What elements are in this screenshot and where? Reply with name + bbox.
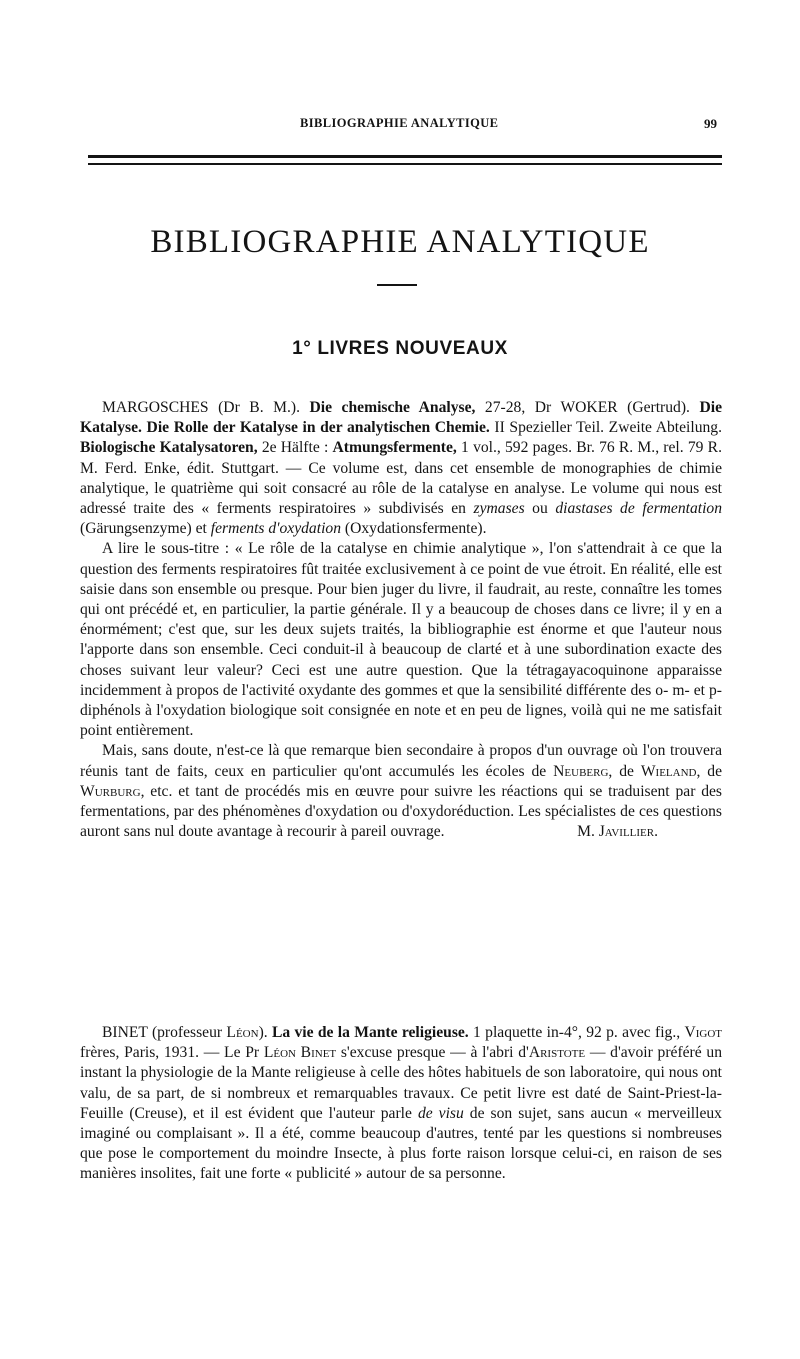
header-rule-thin bbox=[88, 163, 722, 165]
review-text: 27-28, Dr WOKER (Gertrud). bbox=[475, 399, 690, 416]
review-text: de son sujet, sans aucun « merveilleux imaginé ou complaisant ». Il a été, comme beaucoup d'autres, tenté par les questions si nombreuses que pose le comportement du moindre Insecte, à plus forte raison lorsque celui-ci, en raison de ses manières insolites, fait une forte « publicité » autour de sa personne. bbox=[80, 1104, 722, 1183]
page-number: 99 bbox=[704, 116, 717, 131]
person-name: Neuberg bbox=[553, 762, 609, 780]
review-text: 2e Hälfte : bbox=[257, 439, 329, 457]
review-margosches-woker bbox=[80, 398, 722, 843]
italic-term: diastases de fermentation bbox=[555, 500, 723, 518]
book-title: La vie de la Mante religieuse. bbox=[271, 1024, 469, 1041]
running-head: BIBLIOGRAPHIE ANALYTIQUE bbox=[300, 116, 499, 130]
review-text: , de bbox=[696, 762, 723, 780]
review-text: (Oxydationsfermente). bbox=[341, 520, 487, 538]
review-text: s'excuse presque — à l'abri d' bbox=[336, 1044, 529, 1062]
review-text: 1 vol., 592 pages. Br. 76 R. M., rel. 79 R. M. Ferd. Enke, édit. Stuttgart. — Ce volume est, dans cet ensemble de monographies de chimie analytique, le quatrième qui soit consacré au rôle de la catalyse en analyse. Le volume qui nous est adressé traite des « ferments respiratoires » subdivisés en bbox=[80, 439, 722, 518]
page-title: BIBLIOGRAPHIE ANALYTIQUE bbox=[150, 224, 650, 260]
title-underline bbox=[377, 284, 417, 286]
book-title: Biologische Katalysatoren, bbox=[80, 439, 258, 457]
book-title: Die Katalyse. Die Rolle der Katalyse in der analytischen Chemie. bbox=[80, 399, 722, 437]
person-name: Léon Binet bbox=[263, 1044, 337, 1062]
review-paragraph: A lire le sous-titre : « Le rôle de la catalyse en chimie analytique », l'on s'attendrait à ce que la question des ferments respiratoires fût traitée exclusivement à ce point de vue étroit. En réalité, elle est saisie dans son ensemble ou presque. Pour bien juger du livre, il faudrait, au reste, connaître les tomes qui ont précédé et, en particulier, la partie générale. Il y a beaucoup de choses dans ce livre; il y en a énormément; c'est que, sur les deux sujets traités, la bibliographie est énorme et que l'auteur nous l'apporte dans son ensemble. Ceci conduit-il à beaucoup de clarté et à une subordination exacte des choses suivant leur valeur? Ceci est une autre question. Que la tétragayacoquinone apparaisse incidemment à propos de l'activité oxydante des gommes et que la sensibilité différente des o- m- et p-diphénols à l'oxydation biologique soit consignée en note et en peu de lignes, voilà qui ne me satisfait point entièrement. bbox=[80, 540, 722, 740]
review-text: ou bbox=[524, 500, 556, 518]
review-paragraph bbox=[80, 1023, 722, 1185]
review-signature: M. Javillier. bbox=[577, 823, 658, 841]
person-name: Aristote bbox=[528, 1044, 586, 1062]
review-authors: MARGOSCHES (Dr B. M.). bbox=[102, 399, 300, 416]
review-text: Mais, sans doute, n'est-ce là que remarque bien secondaire à propos d'un ouvrage où l'on trouvera réunis tant de faits, ceux en particulier qu'ont accumulés les écoles de bbox=[80, 742, 722, 780]
book-title: Atmungsfermente, bbox=[332, 439, 457, 457]
italic-term: de visu bbox=[417, 1104, 464, 1122]
person-name: Léon bbox=[226, 1024, 259, 1041]
book-title: Die chemische Analyse, bbox=[309, 399, 476, 416]
header-rule-thick bbox=[88, 155, 722, 158]
person-name: Wieland bbox=[640, 762, 697, 780]
review-text: — d'avoir préféré un instant la physiologie de la Mante religieuse à celle des hôtes habituels de son laboratoire, qui nous ont valu, de sa part, de si nombreux et remarquables travaux. Ce petit livre est daté de Saint-Priest-la-Feuille (Creuse), et il est évident que l'auteur parle bbox=[80, 1044, 722, 1122]
person-name: Wurburg bbox=[80, 782, 141, 800]
italic-term: ferments d'oxydation bbox=[210, 520, 341, 538]
review-text: frères, Paris, 1931. — Le Pr bbox=[80, 1044, 264, 1062]
publisher-name: Vigot bbox=[684, 1024, 723, 1041]
review-text: II Spezieller Teil. Zweite Abteilung. bbox=[489, 419, 722, 437]
review-authors: ). bbox=[258, 1024, 268, 1041]
review-authors: BINET (professeur bbox=[102, 1024, 227, 1041]
review-binet bbox=[80, 1023, 722, 1185]
review-text: , etc. et tant de procédés mis en œuvre pour suivre les réactions qui se traduisent par des fermentations, par des phénomènes d'oxydation ou d'oxydoréduction. Les spécialistes de ces questions auront sans nul doute avantage à recourir à pareil ouvrage. bbox=[80, 782, 722, 841]
italic-term: zymases bbox=[473, 500, 525, 518]
review-paragraph bbox=[80, 398, 722, 539]
section-heading: 1° LIVRES NOUVEAUX bbox=[292, 338, 508, 359]
review-text: (Gärungsenzyme) et bbox=[80, 520, 211, 538]
review-text: 1 plaquette in-4°, 92 p. avec fig., bbox=[468, 1024, 685, 1041]
review-text: , de bbox=[608, 762, 641, 780]
